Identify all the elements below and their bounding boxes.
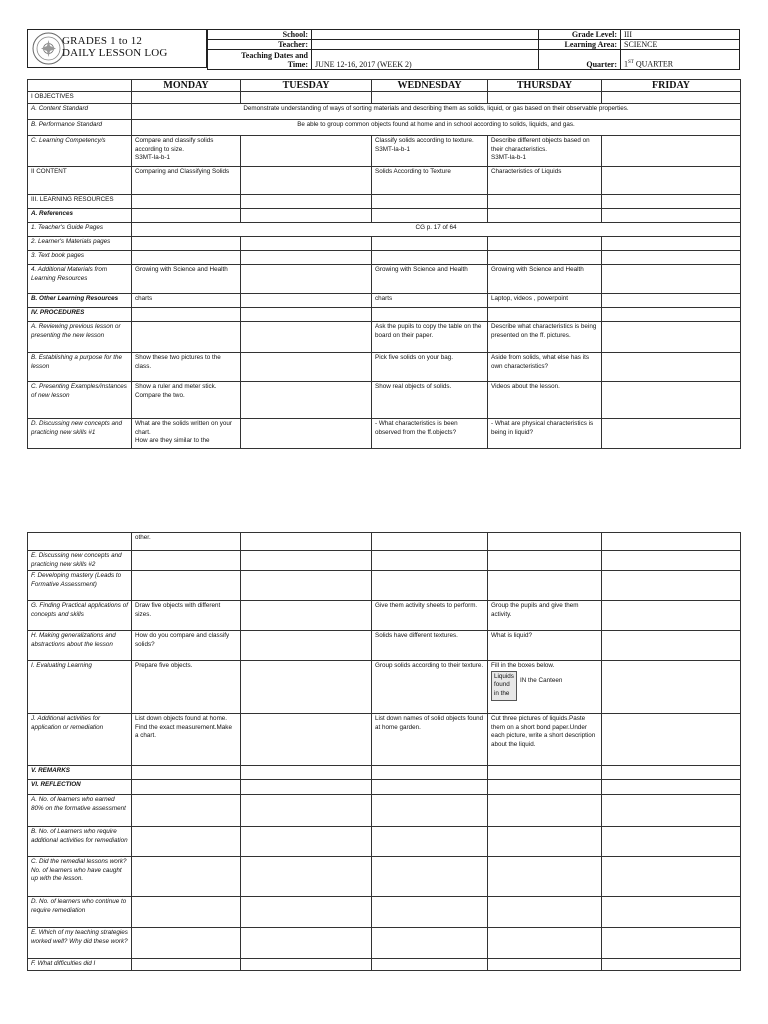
table-row (28, 661, 741, 714)
presenting-wednesday: Show real objects of solids. (372, 382, 488, 419)
row-label-reflection-b: B. No. of Learners who require additional activities for remediation (28, 827, 132, 857)
row-label-additional-activities: J. Additional activities for application or remediation (28, 714, 132, 766)
table-row (28, 419, 741, 449)
row-label-competency: C. Learning Competency/s (28, 136, 132, 167)
discussing-1-thursday: - What are physical characteristics is being in liquid? (488, 419, 602, 449)
practical-monday: Draw five objects with different sizes. (132, 601, 241, 631)
table-row (28, 92, 741, 104)
table-row (28, 795, 741, 827)
row-label-procedures: IV. PROCEDURES (28, 308, 132, 322)
row-label-discussing-1: D. Discussing new concepts and practicing new skills #1 (28, 419, 132, 449)
row-label-mastery: F. Developing mastery (Leads to Formative Assessment) (28, 571, 132, 601)
table-row (28, 631, 741, 661)
table-row (28, 827, 741, 857)
table-row (28, 294, 741, 308)
row-label-performance-standard: B. Performance Standard (28, 120, 132, 136)
practical-wednesday: Give them activity sheets to perform. (372, 601, 488, 631)
row-label-reflection-d: D. No. of learners who continue to require remediation (28, 897, 132, 928)
row-label-reflection: VI. REFLECTION (28, 780, 132, 795)
row-label-learning-resources: III. LEARNING RESOURCES (28, 195, 132, 209)
additional-materials-thursday: Growing with Science and Health (488, 265, 602, 294)
presenting-thursday: Videos about the lesson. (488, 382, 602, 419)
row-label-content-standard: A. Content Standard (28, 104, 132, 120)
grade-level-value: III (621, 30, 740, 40)
log-title-line1: GRADES 1 to 12 (62, 35, 143, 47)
other-resources-monday: charts (132, 294, 241, 308)
row-label-other-resources: B. Other Learning Resources (28, 294, 132, 308)
table-row (28, 223, 741, 237)
table-row (28, 195, 741, 209)
deped-header-block (27, 29, 207, 68)
generalizations-wednesday: Solids have different textures. (372, 631, 488, 661)
grade-level-label: Grade Level: (539, 30, 621, 40)
table-row (28, 209, 741, 223)
content-wednesday: Solids According to Texture (372, 167, 488, 195)
header-info-table (207, 29, 740, 70)
presenting-monday: Show a ruler and meter stick. Compare the two. (132, 382, 241, 419)
purpose-wednesday: Pick five solids on your bag. (372, 353, 488, 382)
table-row (28, 353, 741, 382)
row-label-teachers-guide: 1. Teacher's Guide Pages (28, 223, 132, 237)
competency-monday: Compare and classify solids according to size. S3MT-Ia-b-1 (132, 136, 241, 167)
table-row (28, 766, 741, 780)
table-row (28, 265, 741, 294)
day-header-row (28, 80, 741, 92)
row-label-discussing-2: E. Discussing new concepts and practicing new skills #2 (28, 551, 132, 571)
evaluating-monday: Prepare five objects. (132, 661, 241, 714)
row-label-textbook-pages: 3. Text book pages (28, 251, 132, 265)
table-row (28, 551, 741, 571)
table-row (28, 136, 741, 167)
practical-thursday: Group the pupils and give them activity. (488, 601, 602, 631)
content-standard-value: Demonstrate understanding of ways of sorting materials and describing them as solids, liquid, or gas based on their observable properties. (132, 104, 741, 120)
table-row (28, 533, 741, 551)
teacher-label: Teacher: (208, 40, 312, 50)
purpose-thursday: Aside from solids, what else has its own characteristics? (488, 353, 602, 382)
other-resources-thursday: Laptop, videos , powerpoint (488, 294, 602, 308)
row-label-remarks: V. REMARKS (28, 766, 132, 780)
row-label-purpose: B. Establishing a purpose for the lesson (28, 353, 132, 382)
table-row (28, 382, 741, 419)
review-thursday: Describe what characteristics is being presented on the ff. pictures. (488, 322, 602, 353)
row-label-review: A. Reviewing previous lesson or presenting the new lesson (28, 322, 132, 353)
deped-seal-icon (32, 32, 65, 65)
additional-activities-wednesday: List down names of solid objects found at home garden. (372, 714, 488, 766)
row-label-references: A. References (28, 209, 132, 223)
content-thursday: Characteristics of Liquids (488, 167, 602, 195)
table-row (28, 571, 741, 601)
competency-thursday: Describe different objects based on their characteristics. S3MT-Ia-b-1 (488, 136, 602, 167)
discussing-1-monday: What are the solids written on your chart. How are they similar to the (132, 419, 241, 449)
teachers-guide-value: CG p. 17 of 64 (132, 223, 741, 237)
additional-activities-thursday: Cut three pictures of liquids.Paste them on a short bond paper.Under each picture, write a short description about the liquid. (488, 714, 602, 766)
additional-materials-wednesday: Growing with Science and Health (372, 265, 488, 294)
row-label-learners-materials: 2. Learner's Materials pages (28, 237, 132, 251)
performance-standard-value: Be able to group common objects found at home and in school according to solids, liquids, and gas. (132, 120, 741, 136)
school-label: School: (208, 30, 312, 40)
content-monday: Comparing and Classifying Solids (132, 167, 241, 195)
generalizations-monday: How do you compare and classify solids? (132, 631, 241, 661)
row-label-reflection-a: A. No. of learners who earned 80% on the formative assessment (28, 795, 132, 827)
learning-area-label: Learning Area: (539, 40, 621, 50)
row-label-objectives: I OBJECTIVES (28, 92, 132, 104)
teaching-dates-value: JUNE 12-16, 2017 (WEEK 2) (312, 50, 539, 70)
row-label-reflection-e: E. Which of my teaching strategies worked well? Why did these work? (28, 928, 132, 959)
table-row (28, 601, 741, 631)
table-row (28, 928, 741, 959)
table-row (28, 857, 741, 897)
table-row (28, 714, 741, 766)
row-label-content: II CONTENT (28, 167, 132, 195)
day-tuesday: TUESDAY (241, 80, 372, 92)
teaching-dates-label (208, 50, 312, 70)
quarter-label: Quarter: (539, 50, 621, 70)
corner-cell (28, 80, 132, 92)
evaluating-thursday (488, 661, 602, 714)
row-label-evaluating: I. Evaluating Learning (28, 661, 132, 714)
row-label-additional-materials: 4. Additional Materials from Learning Resources (28, 265, 132, 294)
row-label-generalizations: H. Making generalizations and abstractions about the lesson (28, 631, 132, 661)
table-row (28, 120, 741, 136)
discussing-1-wednesday: - What characteristics is been observed from the ff.objects? (372, 419, 488, 449)
quarter-number: 1 (624, 60, 628, 69)
table-row (28, 780, 741, 795)
review-wednesday: Ask the pupils to copy the table on the board on their paper. (372, 322, 488, 353)
log-title-line2: DAILY LESSON LOG (62, 47, 168, 59)
table-row (28, 251, 741, 265)
quarter-suffix: ST (628, 60, 634, 66)
day-monday: MONDAY (132, 80, 241, 92)
additional-materials-monday: Growing with Science and Health (132, 265, 241, 294)
competency-wednesday: Classify solids according to texture. S3MT-Ia-b-1 (372, 136, 488, 167)
discussing-1-monday-continued: other. (132, 533, 241, 551)
evaluating-wednesday: Group solids according to their texture. (372, 661, 488, 714)
lesson-log-table-part2 (27, 532, 741, 971)
table-row (28, 237, 741, 251)
learning-area-value: SCIENCE (621, 40, 740, 50)
row-label-reflection-c: C. Did the remedial lessons work? No. of learners who have caught up with the lesson. (28, 857, 132, 897)
evaluating-thursday-instruction: Fill in the boxes below. (491, 662, 555, 670)
liquids-fill-box: Liquids found in the (491, 671, 517, 701)
row-label-presenting: C. Presenting Examples/instances of new lesson (28, 382, 132, 419)
purpose-monday: Show these two pictures to the class. (132, 353, 241, 382)
teaching-dates-label-line2: Time: (287, 59, 308, 69)
log-title (62, 35, 168, 59)
day-thursday: THURSDAY (488, 80, 602, 92)
lesson-log-table-part1 (27, 79, 741, 449)
liquids-box-caption: IN the Canteen (520, 676, 563, 684)
other-resources-wednesday: charts (372, 294, 488, 308)
quarter-word: QUARTER (633, 60, 674, 69)
table-row (28, 104, 741, 120)
teaching-dates-label-line1: Teaching Dates and (241, 50, 308, 60)
school-value (312, 30, 539, 40)
row-label-reflection-f: F. What difficulties did I (28, 959, 132, 971)
additional-activities-monday: List down objects found at home. Find the exact measurement.Make a chart. (132, 714, 241, 766)
day-wednesday: WEDNESDAY (372, 80, 488, 92)
teacher-value (312, 40, 539, 50)
generalizations-thursday: What is liquid? (488, 631, 602, 661)
table-row (28, 322, 741, 353)
table-row (28, 959, 741, 971)
table-row (28, 897, 741, 928)
quarter-value (621, 50, 740, 70)
day-friday: FRIDAY (602, 80, 741, 92)
row-label-practical: G. Finding Practical applications of concepts and skills (28, 601, 132, 631)
table-row (28, 167, 741, 195)
table-row (28, 308, 741, 322)
